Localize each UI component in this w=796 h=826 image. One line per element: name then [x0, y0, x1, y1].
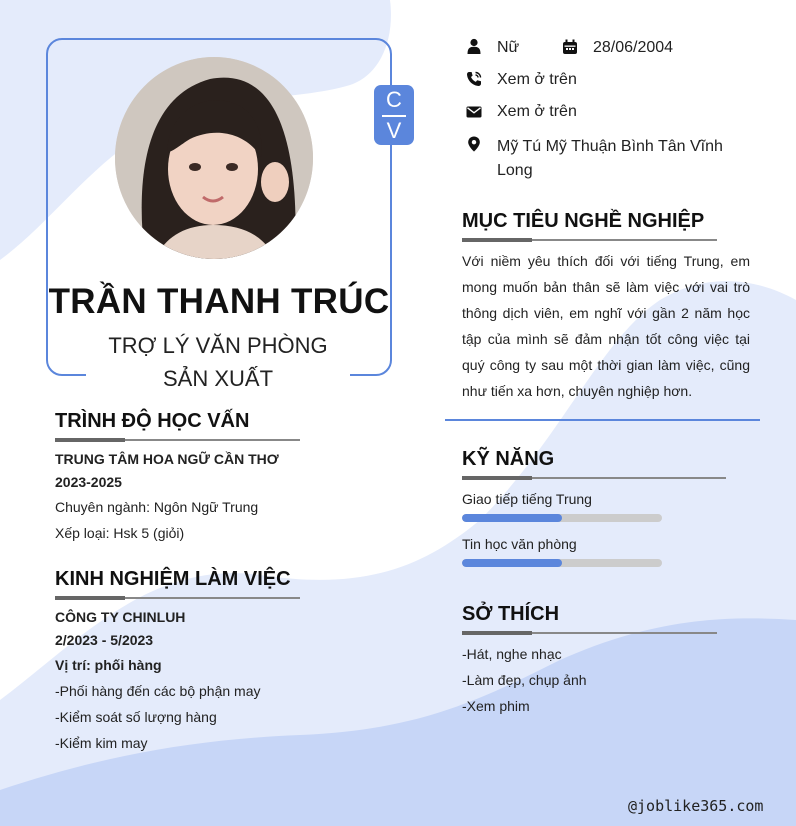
- hobbies-heading: SỞ THÍCH: [462, 603, 560, 625]
- experience-heading-underline: [55, 597, 300, 599]
- objective-heading-underline: [462, 239, 717, 241]
- candidate-role-line2: SẢN XUẤT: [162, 366, 274, 391]
- hobby-item: -Xem phim: [462, 698, 530, 714]
- experience-company: CÔNG TY CHINLUH: [55, 609, 186, 625]
- cv-badge-letter-v: V: [386, 118, 402, 143]
- skill-level-bar: [462, 514, 662, 522]
- candidate-name: TRẦN THANH TRÚC: [48, 282, 390, 321]
- skill-label: Tin học văn phòng: [462, 536, 577, 552]
- birthday-value: 28/06/2004: [593, 39, 674, 56]
- education-school: TRUNG TÂM HOA NGỮ CẦN THƠ: [55, 451, 279, 467]
- skill-level-bar: [462, 559, 662, 567]
- education-heading: TRÌNH ĐỘ HỌC VẤN: [55, 410, 250, 432]
- education-heading-underline: [55, 439, 300, 441]
- experience-duty: -Kiểm soát số lượng hàng: [55, 709, 217, 725]
- objective-heading: MỤC TIÊU NGHỀ NGHIỆP: [462, 210, 705, 232]
- skill-level-fill: [462, 559, 562, 567]
- candidate-role: [86, 329, 350, 395]
- hobbies-heading-underline: [462, 632, 717, 634]
- skill-label: Giao tiếp tiếng Trung: [462, 491, 592, 507]
- education-major: Chuyên ngành: Ngôn Ngữ Trung: [55, 499, 259, 515]
- address-value: [497, 135, 723, 183]
- education-period: 2023-2025: [55, 474, 122, 490]
- phone-value: Xem ở trên: [497, 71, 577, 88]
- address-line2: Long: [497, 162, 533, 179]
- avatar-photo: [115, 57, 313, 259]
- person-icon: [466, 38, 482, 54]
- watermark-text: @joblike365.com: [628, 797, 764, 815]
- gender-value: Nữ: [497, 39, 520, 56]
- experience-period: 2/2023 - 5/2023: [55, 632, 154, 648]
- hobby-item: -Hát, nghe nhạc: [462, 646, 562, 662]
- skill-level-fill: [462, 514, 562, 522]
- objective-text: Với niềm yêu thích đối với tiếng Trung, em mong muốn bản thân sẽ làm việc với vai trò thông dịch viên, em nghĩ với gần 2 năm học tập của mình sẽ đảm nhận tốt công việc tại quý công ty sau một thời gian làm việc, cũng như tiến xa hơn, chuyên nghiệp hơn.: [462, 253, 750, 399]
- experience-position: Vị trí: phối hàng: [55, 657, 162, 673]
- experience-duty: -Kiểm kim may: [55, 735, 148, 751]
- cv-badge-divider: [382, 115, 406, 117]
- skills-heading-underline: [462, 477, 726, 479]
- experience-heading: KINH NGHIỆM LÀM VIỆC: [55, 568, 291, 590]
- cv-badge: [374, 85, 414, 145]
- skills-heading: KỸ NĂNG: [462, 448, 555, 470]
- section-divider: [445, 419, 760, 421]
- candidate-role-line1: TRỢ LÝ VĂN PHÒNG: [108, 333, 328, 358]
- calendar-icon: [562, 39, 578, 55]
- cv-badge-letter-c: C: [386, 87, 402, 112]
- envelope-icon: [466, 104, 482, 120]
- avatar-illustration: [115, 57, 313, 259]
- phone-icon: [466, 71, 482, 87]
- hobby-item: -Làm đẹp, chụp ảnh: [462, 672, 587, 688]
- email-value: Xem ở trên: [497, 103, 577, 120]
- education-grade: Xếp loại: Hsk 5 (giỏi): [55, 525, 185, 541]
- address-line1: Mỹ Tú Mỹ Thuận Bình Tân Vĩnh: [497, 138, 723, 155]
- location-pin-icon: [466, 136, 482, 152]
- experience-duty: -Phối hàng đến các bộ phận may: [55, 683, 261, 699]
